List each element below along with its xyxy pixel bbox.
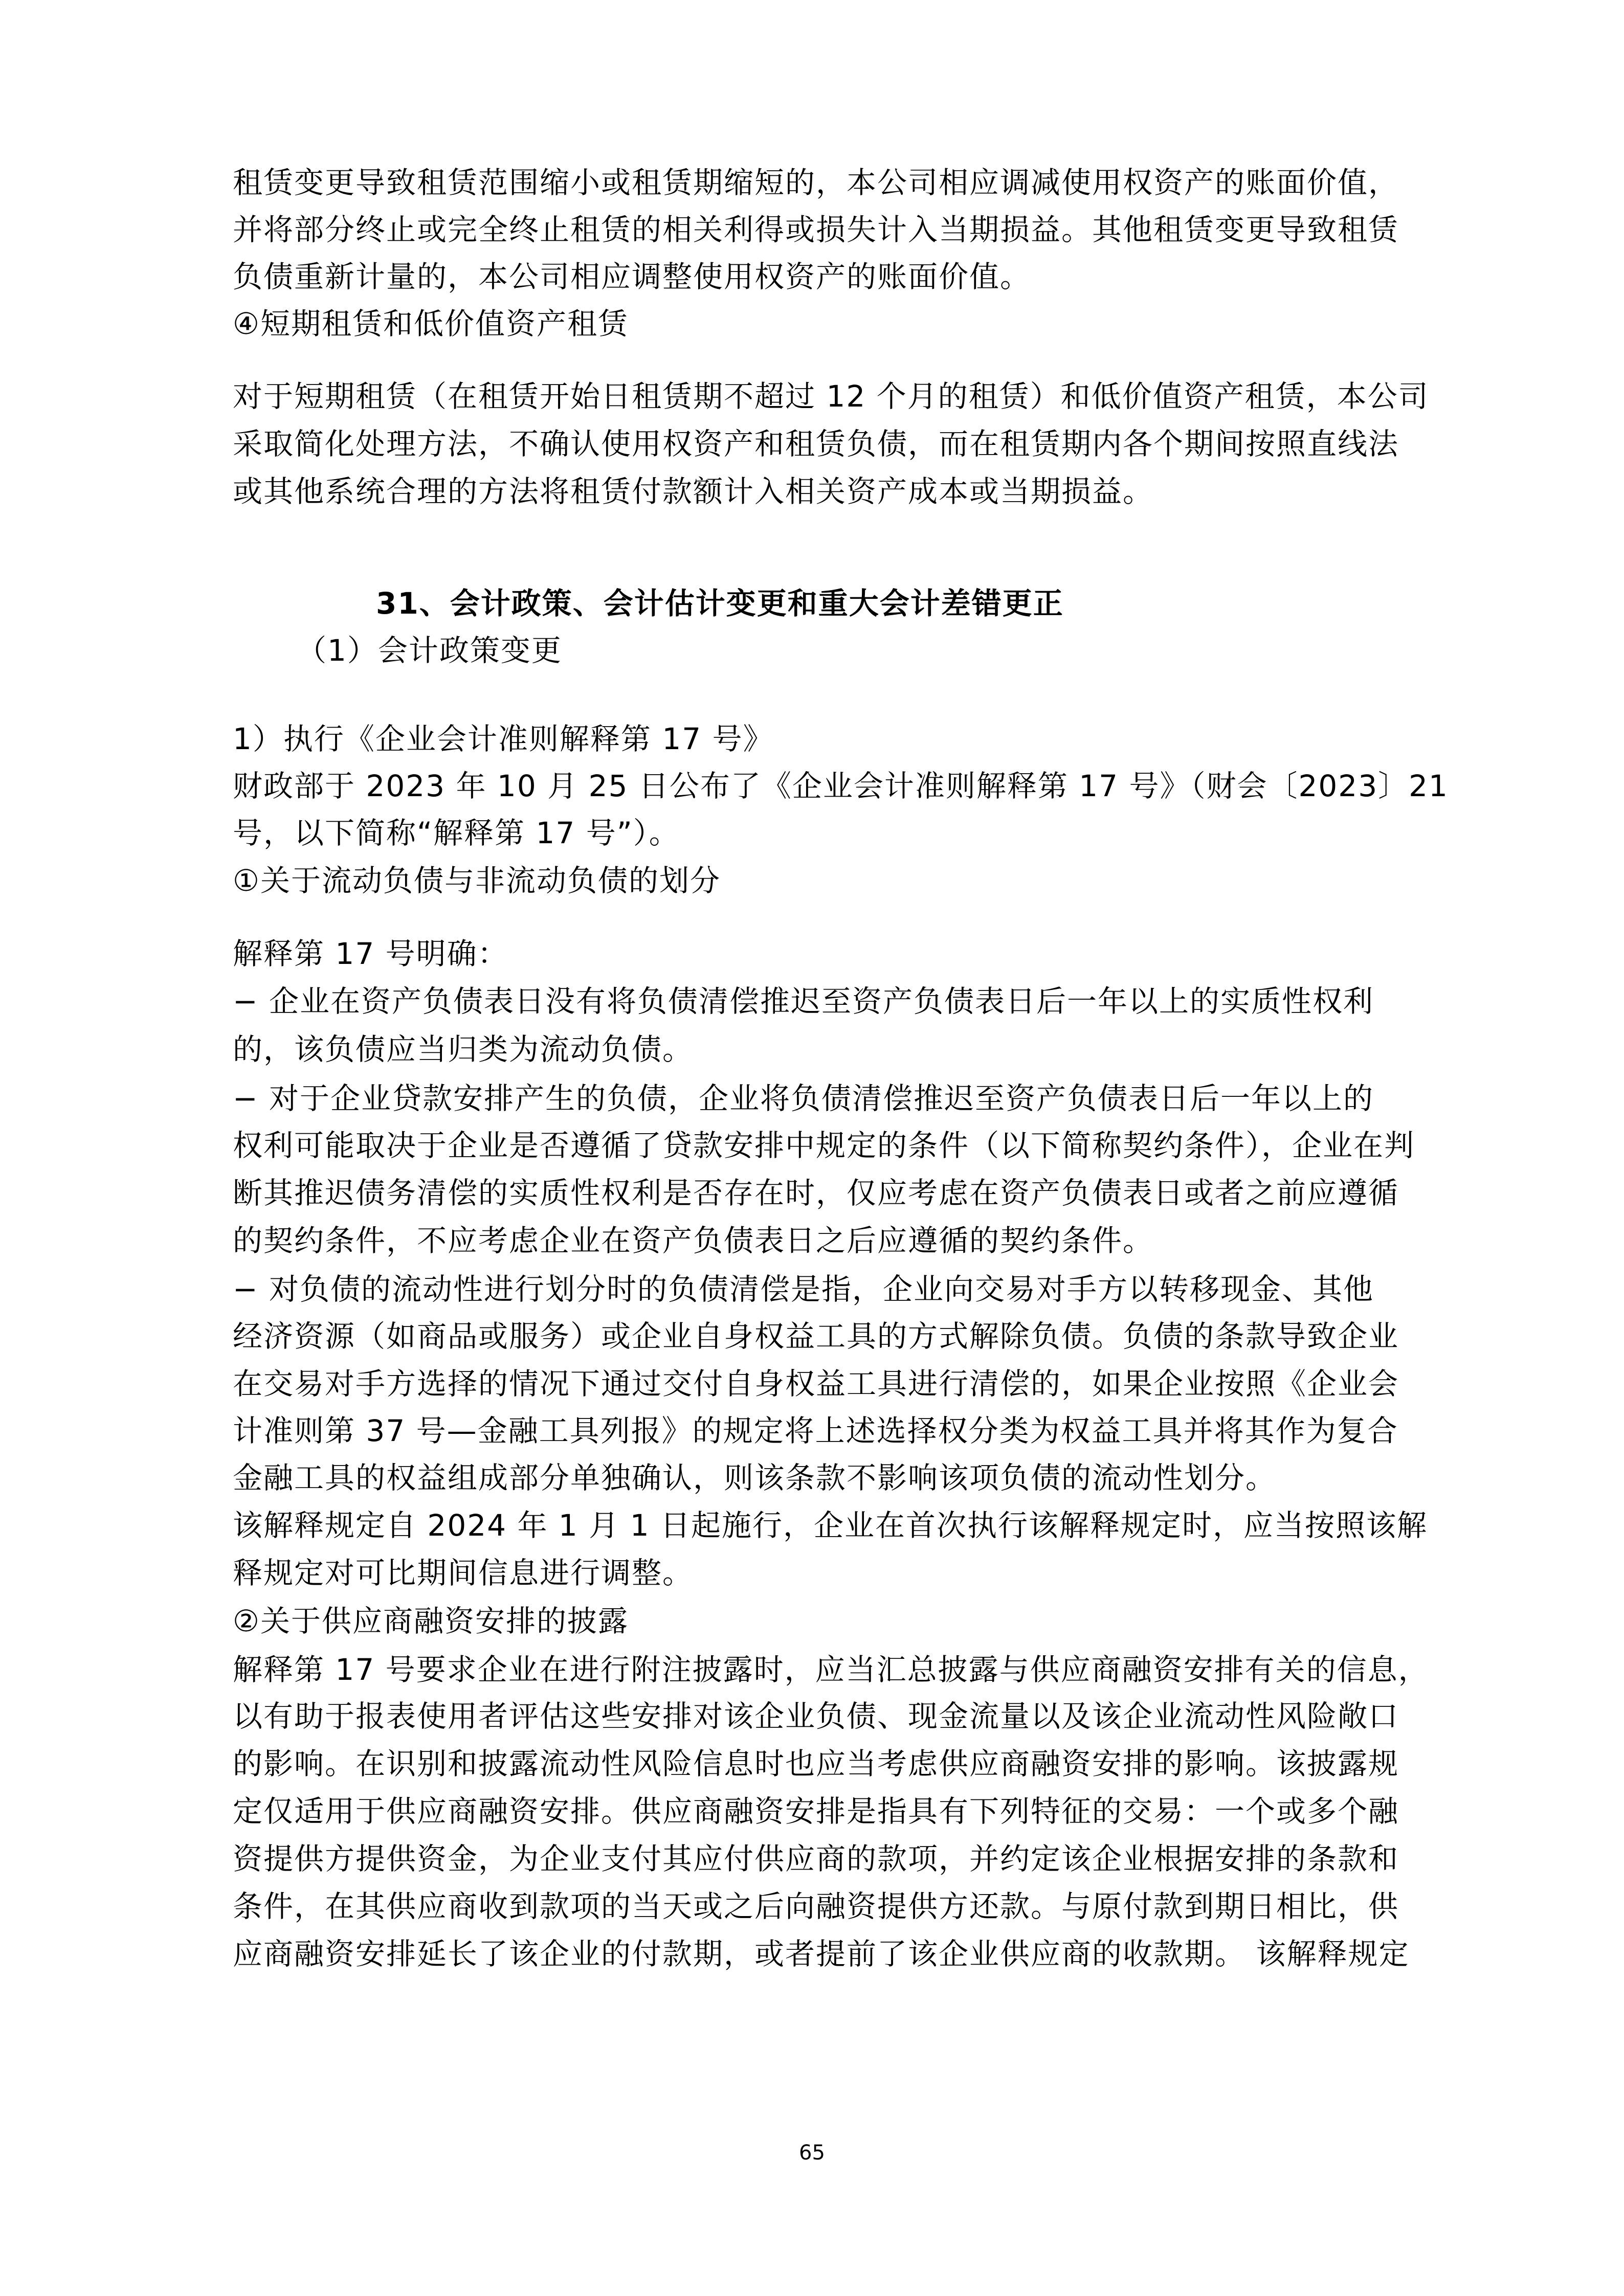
text-line: 财政部于 2023 年 10 月 25 日公布了《企业会计准则解释第 17 号》（财会〔2023〕21	[233, 769, 1449, 803]
page-number: 65	[799, 2141, 825, 2165]
text-line: 断其推迟债务清偿的实质性权利是否存在时，仅应考虑在资产负债表日或者之前应遵循	[233, 1176, 1399, 1210]
text-line: 条件，在其供应商收到款项的当天或之后向融资提供方还款。与原付款到期日相比，供	[233, 1889, 1399, 1924]
bullet-item: − 对于企业贷款安排产生的负债，企业将负债清偿推迟至资产负债表日后一年以上的	[233, 1081, 1374, 1116]
bullet-item: − 企业在资产负债表日没有将负债清偿推迟至资产负债表日后一年以上的实质性权利	[233, 984, 1374, 1019]
text-line: 的影响。在识别和披露流动性风险信息时也应当考虑供应商融资安排的影响。该披露规	[233, 1746, 1399, 1781]
text-line: 并将部分终止或完全终止租赁的相关利得或损失计入当期损益。其他租赁变更导致租赁	[233, 212, 1399, 247]
text-line: 1）执行《企业会计准则解释第 17 号》	[233, 722, 774, 756]
text-line: 资提供方提供资金，为企业支付其应付供应商的款项，并约定该企业根据安排的条款和	[233, 1841, 1399, 1876]
text-line: 释规定对可比期间信息进行调整。	[233, 1556, 694, 1590]
text-line: 该解释规定自 2024 年 1 月 1 日起施行，企业在首次执行该解释规定时，应当按照该解	[233, 1508, 1428, 1543]
text-line: 计准则第 37 号—金融工具列报》的规定将上述选择权分类为权益工具并将其作为复合	[233, 1413, 1398, 1448]
text-line: 或其他系统合理的方法将租赁付款额计入相关资产成本或当期损益。	[233, 474, 1154, 509]
text-line: 经济资源（如商品或服务）或企业自身权益工具的方式解除负债。负债的条款导致企业	[233, 1319, 1399, 1354]
text-line: 采取简化处理方法，不确认使用权资产和租赁负债，而在租赁期内各个期间按照直线法	[233, 426, 1399, 461]
bullet-item: − 对负债的流动性进行划分时的负债清偿是指，企业向交易对手方以转移现金、其他	[233, 1272, 1374, 1307]
text-line: 应商融资安排延长了该企业的付款期，或者提前了该企业供应商的收款期。 该解释规定	[233, 1937, 1410, 1971]
text-line: 在交易对手方选择的情况下通过交付自身权益工具进行清偿的，如果企业按照《企业会	[233, 1366, 1399, 1401]
text-line: 号，以下简称“解释第 17 号”）。	[233, 816, 680, 850]
text-line: 对于短期租赁（在租赁开始日租赁期不超过 12 个月的租赁）和低价值资产租赁，本公司	[233, 379, 1429, 414]
text-line: 解释第 17 号明确：	[233, 936, 508, 971]
text-line: 的契约条件，不应考虑企业在资产负债表日之后应遵循的契约条件。	[233, 1223, 1154, 1258]
text-line: 租赁变更导致租赁范围缩小或租赁期缩短的，本公司相应调减使用权资产的账面价值，	[233, 165, 1399, 200]
text-line: 定仅适用于供应商融资安排。供应商融资安排是指具有下列特征的交易：一个或多个融	[233, 1794, 1399, 1829]
text-line: 解释第 17 号要求企业在进行附注披露时，应当汇总披露与供应商融资安排有关的信息，	[233, 1652, 1429, 1687]
text-line: 负债重新计量的，本公司相应调整使用权资产的账面价值。	[233, 259, 1031, 294]
text-line: ②关于供应商融资安排的披露	[233, 1604, 629, 1638]
section-heading: 31、会计政策、会计估计变更和重大会计差错更正	[376, 586, 1064, 621]
text-line: ①关于流动负债与非流动负债的划分	[233, 863, 721, 898]
subsection-heading: （1）会计政策变更	[297, 633, 562, 668]
text-line: 权利可能取决于企业是否遵循了贷款安排中规定的条件（以下简称契约条件），企业在判	[233, 1128, 1415, 1163]
text-line: 的，该负债应当归类为流动负债。	[233, 1032, 694, 1067]
text-line: 以有助于报表使用者评估这些安排对该企业负债、现金流量以及该企业流动性风险敞口	[233, 1699, 1399, 1734]
text-line: ④短期租赁和低价值资产租赁	[233, 306, 629, 341]
text-line: 金融工具的权益组成部分单独确认，则该条款不影响该项负债的流动性划分。	[233, 1460, 1277, 1495]
